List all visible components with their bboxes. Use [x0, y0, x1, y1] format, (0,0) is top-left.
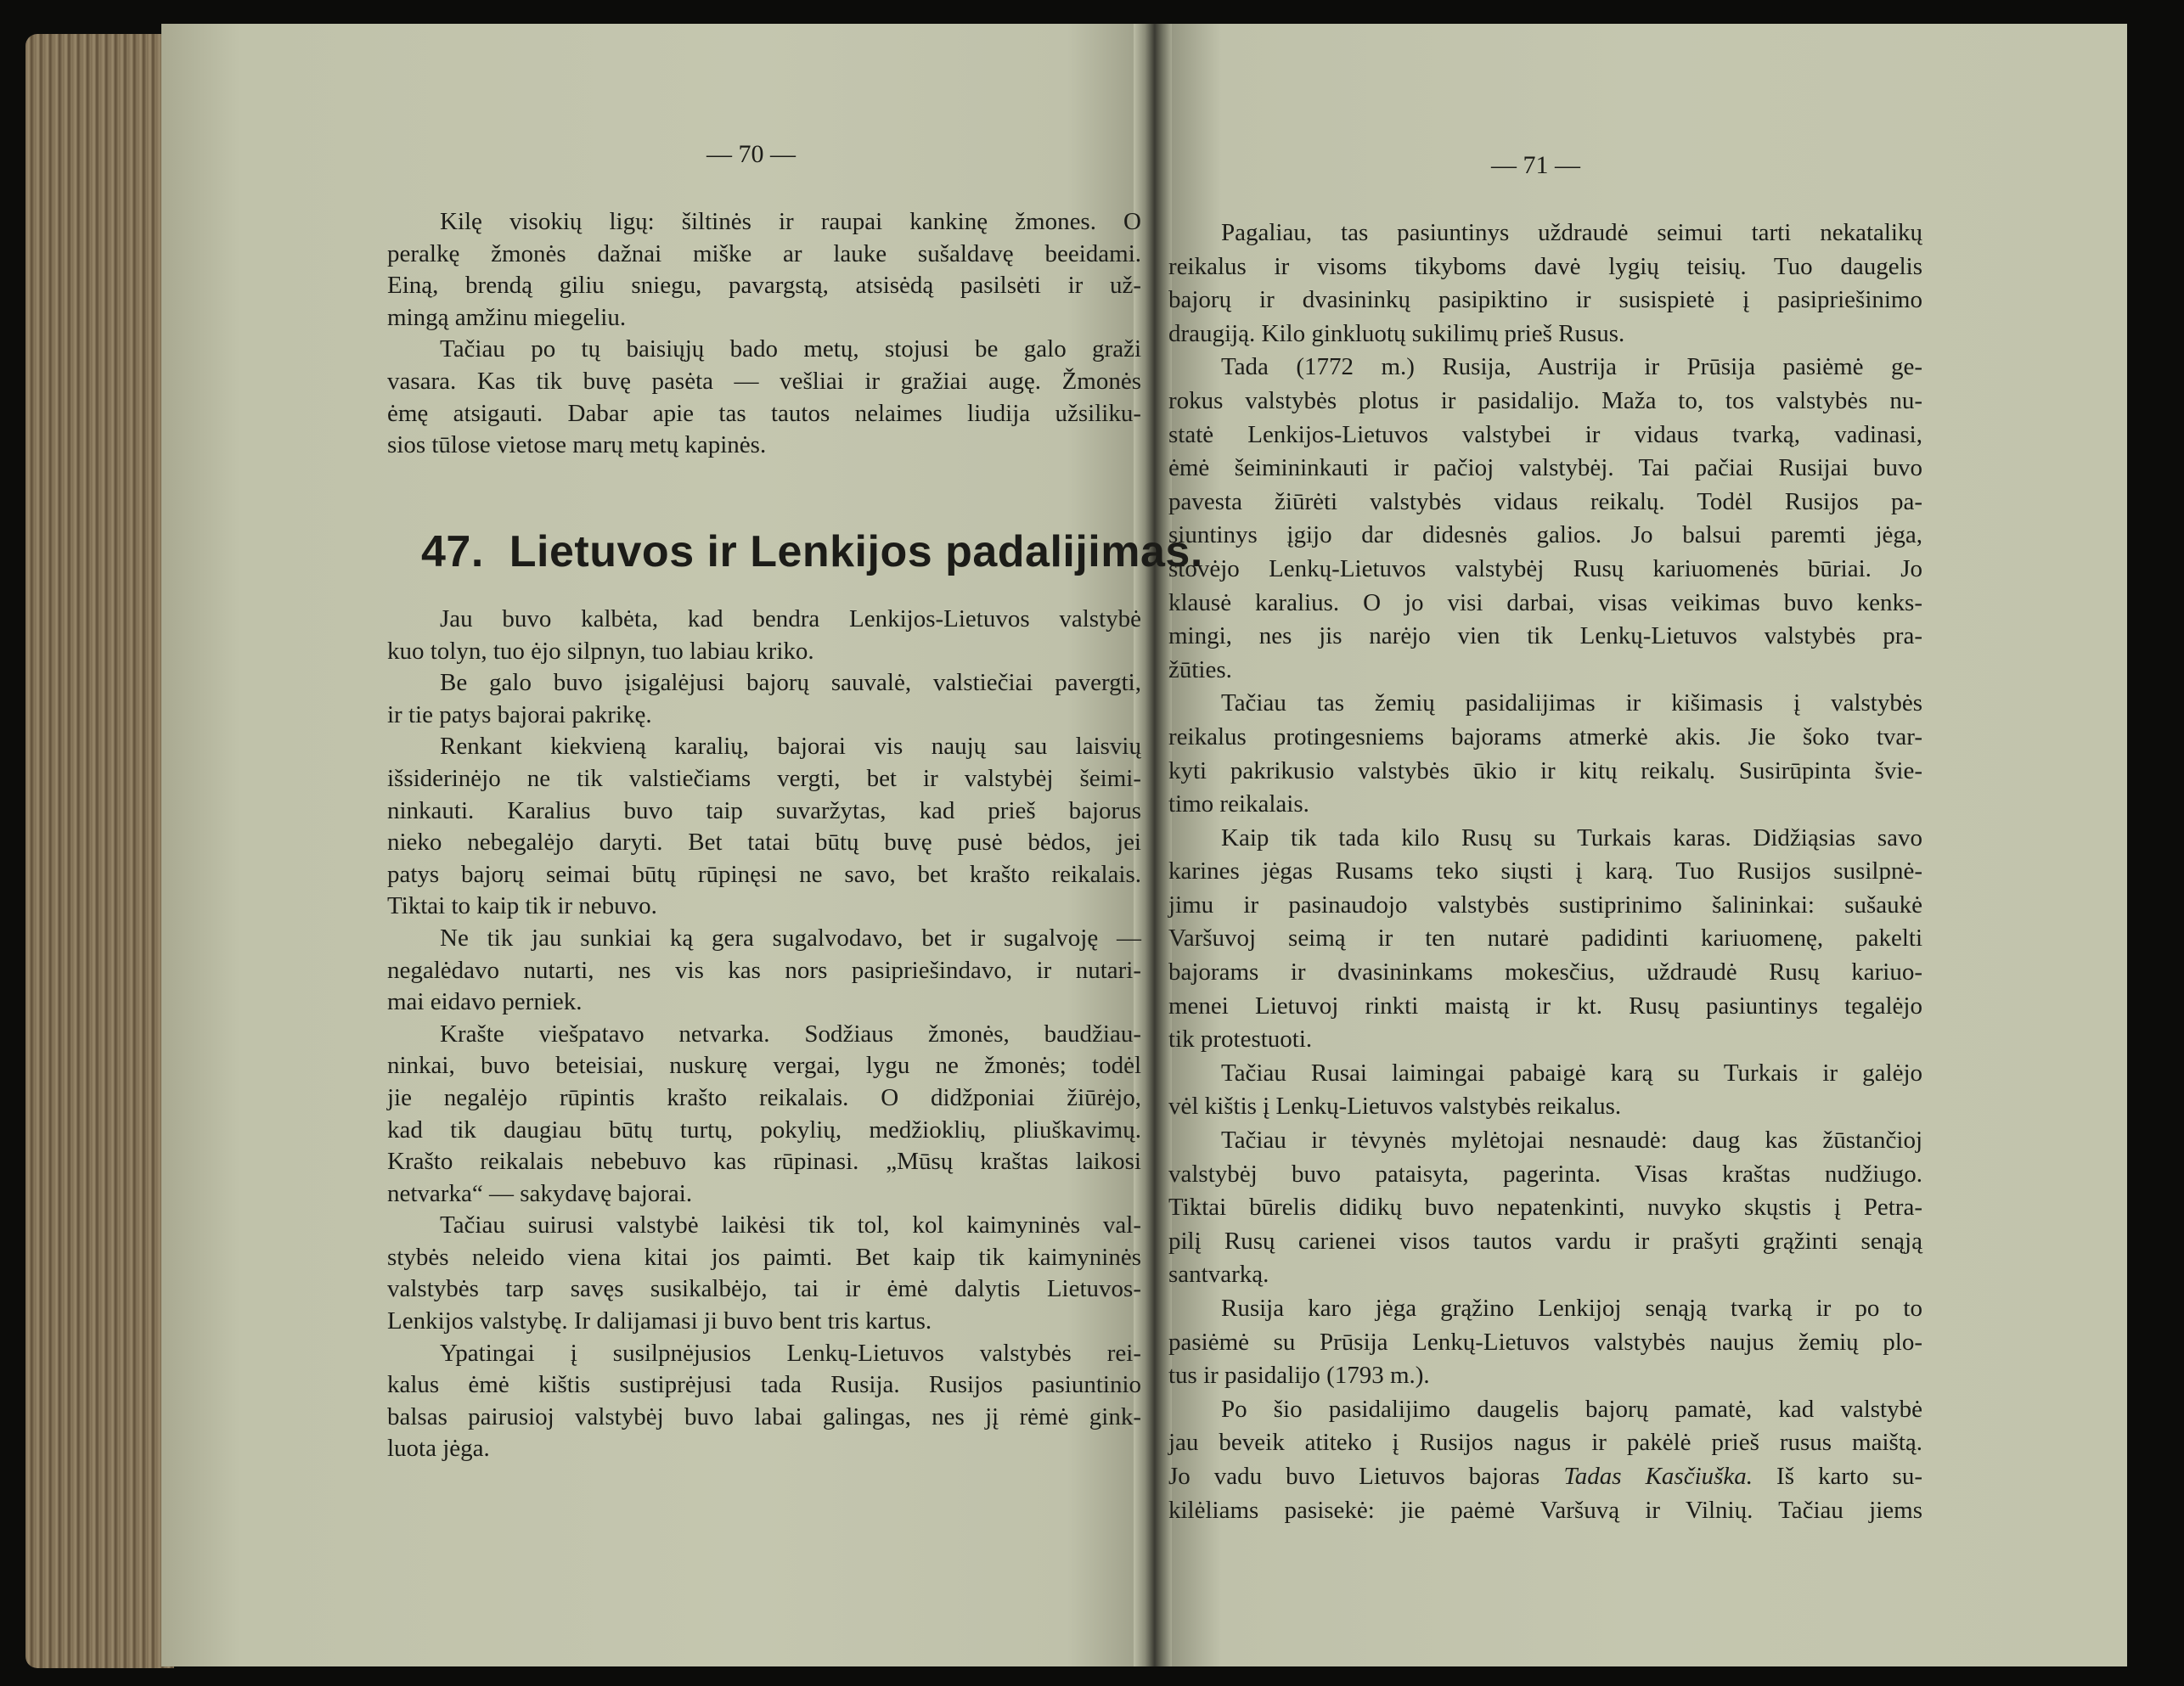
right-text-block: [1168, 216, 1922, 1527]
text-line: santvarką.: [1168, 1261, 1269, 1289]
text-line: kad tik daugiau būtų turtų, pokylių, medžioklių, pliuškavimų.: [387, 1116, 1141, 1144]
text-line: Tačiau ir tėvynės mylėtojai nesnaudė: daug kas žūstančioj: [1221, 1127, 1922, 1155]
text-line: ir tie patys bajorai pakrikę.: [387, 700, 652, 728]
text-line: patys bajorų seimai būtų rūpinęsi ne savo, bet krašto reikalais.: [387, 860, 1141, 888]
text-line: vėl kištis į Lenkų-Lietuvos valstybės reikalus.: [1168, 1093, 1622, 1121]
text-line: Tačiau tas žemių pasidalijimas ir kišimasis į valstybės: [1221, 689, 1922, 717]
text-line: mingą amžinu miegeliu.: [387, 303, 627, 331]
text-line: Rusija karo jėga grąžino Lenkijoj senąją tvarką ir po to: [1221, 1295, 1922, 1322]
text-line: stovėjo Lenkų-Lietuvos valstybėj Rusų kariuomenės būriai. Jo: [1168, 554, 1922, 582]
text-line: Tačiau suirusi valstybė laikėsi tik tol, kol kaimyninės val-: [440, 1211, 1141, 1239]
text-line: išsiderinėjo ne tik valstiečiams vergti, bet ir valstybėj šeimi-: [387, 764, 1141, 792]
text-line: Tada (1772 m.) Rusija, Austrija ir Prūsija pasiėmė ge-: [1221, 353, 1922, 381]
italic-name: Tadas Kasčiuška.: [1563, 1462, 1753, 1490]
text-line: rokus valstybės plotus ir pasidalijo. Maža to, tos valstybės nu-: [1168, 386, 1922, 414]
text-segment: Jo vadu buvo Lietuvos bajoras: [1168, 1462, 1564, 1490]
text-line: klausė karalius. O jo visi darbai, visas veikimas buvo kenks-: [1168, 588, 1922, 616]
text-line: Krašto reikalais nebebuvo kas rūpinasi. „Mūsų kraštas laikosi: [387, 1148, 1141, 1176]
text-line: Tačiau Rusai laimingai pabaigė karą su Turkais ir galėjo: [1221, 1059, 1922, 1087]
text-line: reikalus ir visoms tikyboms davė lygių teisių. Tuo daugelis: [1168, 252, 1922, 280]
text-line: Krašte viešpatavo netvarka. Sodžiaus žmonės, baudžiau-: [440, 1020, 1141, 1048]
text-line: kuo tolyn, tuo ėjo silpnyn, tuo labiau kriko.: [387, 637, 814, 665]
text-line: jimu ir pasinaudojo valstybės sustiprinimo šalininkai: sušaukė: [1168, 891, 1922, 919]
text-line: ėmę atsigauti. Dabar apie tas tautos nelaimes liudija užsiliku-: [387, 399, 1141, 427]
text-line: bajorų ir dvasininkų pasipiktino ir susispietė į pasipriešinimo: [1168, 286, 1922, 314]
text-line: žūties.: [1168, 655, 1232, 683]
text-line: mingi, nes jis narėjo vien tik Lenkų-Lietuvos valstybės pra-: [1168, 622, 1922, 650]
text-line: Jau buvo kalbėta, kad bendra Lenkijos-Lietuvos valstybė: [440, 605, 1141, 632]
text-line: Ypatingai į susilpnėjusios Lenkų-Lietuvos valstybės rei-: [440, 1339, 1141, 1367]
text-line: valstybėj buvo pataisyta, pagerinta. Visas kraštas nudžiugo.: [1168, 1160, 1922, 1188]
text-line: ėmė šeimininkauti ir pačioj valstybėj. Tai pačiai Rusijai buvo: [1168, 454, 1922, 482]
page-number-left: — 70 —: [706, 140, 796, 168]
text-line: siuntinys įgijo dar didesnės galios. Jo balsui paremti jėga,: [1168, 521, 1922, 549]
text-line: pasiėmė su Prūsija Lenkų-Lietuvos valstybės naujus žemių plo-: [1168, 1328, 1922, 1356]
text-line: kalus ėmė kištis sustiprėjusi tada Rusija. Rusijos pasiuntinio: [387, 1371, 1141, 1399]
text-segment: Iš karto su-: [1753, 1462, 1923, 1490]
text-line: Po šio pasidalijimo daugelis bajorų pamatė, kad valstybė: [1221, 1395, 1922, 1423]
text-line: balsas pairusioj valstybėj buvo labai galingas, nes jį rėmė gink-: [387, 1402, 1141, 1430]
text-line: jie negalėjo rūpintis krašto reikalais. O didžponiai žiūrėjo,: [387, 1083, 1141, 1111]
text-line: jau beveik atiteko į Rusijos nagus ir pakėlė prieš rusus maištą.: [1168, 1429, 1922, 1457]
text-line: draugiją. Kilo ginkluotų sukilimų prieš Rusus.: [1168, 319, 1625, 347]
page-number-right: — 71 —: [1491, 151, 1580, 179]
chapter-title: Lietuvos ir Lenkijos padalijimas.: [509, 527, 1203, 576]
page-edges-stack: [25, 34, 174, 1668]
text-line: pilį Rusų carienei visos tautos vardu ir prašyti grąžinti senąją: [1168, 1227, 1922, 1255]
chapter-number: 47.: [421, 527, 484, 576]
text-line: Einą, brendą giliu sniegu, pavargstą, atsisėdą pasilsėti ir už-: [387, 272, 1141, 300]
text-line: Kilę visokių ligų: šiltinės ir raupai kankinę žmones. O: [440, 208, 1141, 235]
text-line: tus ir pasidalijo (1793 m.).: [1168, 1362, 1430, 1390]
text-line: vasara. Kas tik buvę pasėta — vešliai ir gražiai augę. Žmonės: [387, 367, 1141, 395]
text-line: stybės neleido viena kitai jos paimti. Bet kaip tik kaimyninės: [387, 1243, 1141, 1271]
text-line: Be galo buvo įsigalėjusi bajorų sauvalė, valstiečiai pavergti,: [440, 669, 1141, 697]
text-line: Lenkijos valstybę. Ir dalijamasi ji buvo bent tris kartus.: [387, 1307, 932, 1335]
text-line: sios tūlose vietose marų metų kapinės.: [387, 431, 767, 459]
text-line: negalėdavo nutarti, nes vis kas nors pasipriešindavo, ir nutari-: [387, 956, 1141, 984]
text-line: kyti pakrikusio valstybės ūkio ir kitų reikalų. Susirūpinta švie-: [1168, 756, 1922, 784]
text-line: Tačiau po tų baisiųjų bado metų, stojusi be galo graži: [440, 335, 1141, 363]
text-line: timo reikalais.: [1168, 790, 1309, 818]
text-line: Tiktai būrelis didikų buvo nepatenkinti, nuvyko skųstis į Petra-: [1168, 1194, 1922, 1222]
text-line: Tiktai to kaip tik ir nebuvo.: [387, 892, 657, 920]
text-line: nieko nebegalėjo daryti. Bet tatai būtų buvę pusė bėdos, jei: [387, 829, 1141, 857]
text-line: tik protestuoti.: [1168, 1026, 1313, 1054]
text-line: peralkę žmonės dažnai miške ar lauke sušaldavę beeidami.: [387, 239, 1141, 267]
text-line: valstybės tarp savęs susikalbėjo, tai ir ėmė dalytis Lietuvos-: [387, 1275, 1141, 1303]
text-line: Varšuvoj seimą ir ten nutarė padidinti kariuomenę, pakelti: [1168, 924, 1922, 953]
left-text-block-2: [387, 604, 1141, 1465]
text-line: ninkauti. Karalius buvo taip suvaržytas, kad prieš bajorus: [387, 796, 1141, 824]
text-line: Ne tik jau sunkiai ką gera sugalvodavo, bet ir sugalvoję —: [440, 924, 1141, 952]
text-line: Pagaliau, tas pasiuntinys uždraudė seimui tarti nekatalikų: [1221, 219, 1922, 246]
text-line: luota jėga.: [387, 1435, 490, 1463]
text-line: Kaip tik tada kilo Rusų su Turkais karas. Didžiąsias savo: [1221, 823, 1922, 851]
text-line: menei Lietuvoj rinkti maistą ir kt. Rusų pasiuntinys tegalėjo: [1168, 992, 1922, 1020]
left-text-block-1: [387, 206, 1141, 462]
chapter-heading: [421, 526, 1203, 577]
text-line: netvarka“ — sakydavę bajorai.: [387, 1179, 693, 1207]
text-line: statė Lenkijos-Lietuvos valstybei ir vidaus tvarką, vadinasi,: [1168, 420, 1922, 448]
text-line: karines jėgas Rusams teko siųsti į karą. Tuo Rusijos susilpnė-: [1168, 857, 1922, 885]
text-line: kilėliams pasisekė: jie paėmė Varšuvą ir Vilnių. Tačiau jiems: [1168, 1496, 1922, 1524]
text-line: pavesta žiūrėti valstybės vidaus reikalų. Todėl Rusijos pa-: [1168, 487, 1922, 515]
text-line: reikalus protingesniems bajorams atmerkė akis. Jie šoko tvar-: [1168, 722, 1922, 750]
text-line: [1168, 1460, 1922, 1494]
text-line: bajorams ir dvasininkams mokesčius, uždraudė Rusų kariuo-: [1168, 958, 1922, 986]
text-line: ninkai, buvo beteisiai, nuskurę vergai, lygu ne žmonės; todėl: [387, 1052, 1141, 1080]
text-line: Renkant kiekvieną karalių, bajorai vis naujų sau laisvių: [440, 733, 1141, 761]
text-line: mai eidavo perniek.: [387, 988, 583, 1016]
